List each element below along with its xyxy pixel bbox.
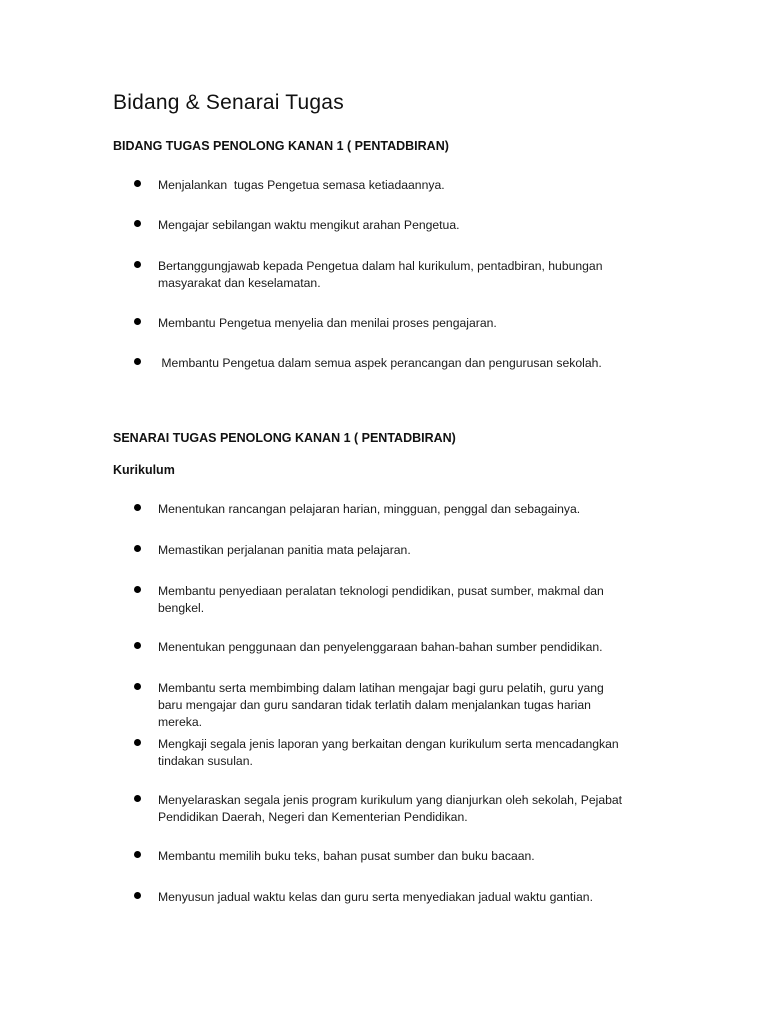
- list-item-text: Bertanggungjawab kepada Pengetua dalam hal kurikulum, pentadbiran, hubungan masyarakat dan keselamatan.: [158, 259, 606, 290]
- bullet-icon: [134, 795, 141, 802]
- list-item-text: Membantu memilih buku teks, bahan pusat sumber dan buku bacaan.: [158, 849, 535, 863]
- bullet-icon: [134, 851, 141, 858]
- bullet-icon: [134, 545, 141, 552]
- bullet-icon: [134, 586, 141, 593]
- bullet-icon: [134, 504, 141, 511]
- document-title: Bidang & Senarai Tugas: [113, 91, 344, 114]
- list-item-text: Membantu Pengetua dalam semua aspek perancangan dan pengurusan sekolah.: [158, 356, 602, 370]
- list-item-text: Menyelaraskan segala jenis program kurikulum yang dianjurkan oleh sekolah, Pejabat Pendidikan Daerah, Negeri dan Kementerian Pendidikan.: [158, 793, 626, 824]
- subheading-kurikulum: Kurikulum: [113, 463, 175, 477]
- list-item-text: Mengajar sebilangan waktu mengikut arahan Pengetua.: [158, 218, 460, 232]
- bullet-icon: [134, 642, 141, 649]
- list-item-text: Membantu Pengetua menyelia dan menilai proses pengajaran.: [158, 316, 497, 330]
- bullet-icon: [134, 318, 141, 325]
- bullet-icon: [134, 220, 141, 227]
- bullet-icon: [134, 358, 141, 365]
- list-item-text: Menentukan rancangan pelajaran harian, mingguan, penggal dan sebagainya.: [158, 502, 581, 516]
- bullet-icon: [134, 892, 141, 899]
- bullet-icon: [134, 180, 141, 187]
- list-item-text: Menyusun jadual waktu kelas dan guru serta menyediakan jadual waktu gantian.: [158, 890, 593, 904]
- list-item-text: Mengkaji segala jenis laporan yang berkaitan dengan kurikulum serta mencadangkan tindakan susulan.: [158, 737, 623, 768]
- bullet-icon: [134, 683, 141, 690]
- list-item-text: Menjalankan tugas Pengetua semasa ketiadaannya.: [158, 178, 445, 192]
- bullet-icon: [134, 261, 141, 268]
- list-item-text: Membantu penyediaan peralatan teknologi pendidikan, pusat sumber, makmal dan bengkel.: [158, 584, 608, 615]
- list-item-text: Menentukan penggunaan dan penyelenggaraan bahan-bahan sumber pendidikan.: [158, 640, 603, 654]
- bullet-icon: [134, 739, 141, 746]
- list-item-text: Membantu serta membimbing dalam latihan mengajar bagi guru pelatih, guru yang baru mengajar dan guru sandaran tidak terlatih dalam menjalankan tugas harian mereka.: [158, 681, 608, 729]
- section-heading-bidang-tugas: BIDANG TUGAS PENOLONG KANAN 1 ( PENTADBIRAN): [113, 139, 449, 153]
- section-heading-senarai-tugas: SENARAI TUGAS PENOLONG KANAN 1 ( PENTADBIRAN): [113, 431, 456, 445]
- list-item-text: Memastikan perjalanan panitia mata pelajaran.: [158, 543, 411, 557]
